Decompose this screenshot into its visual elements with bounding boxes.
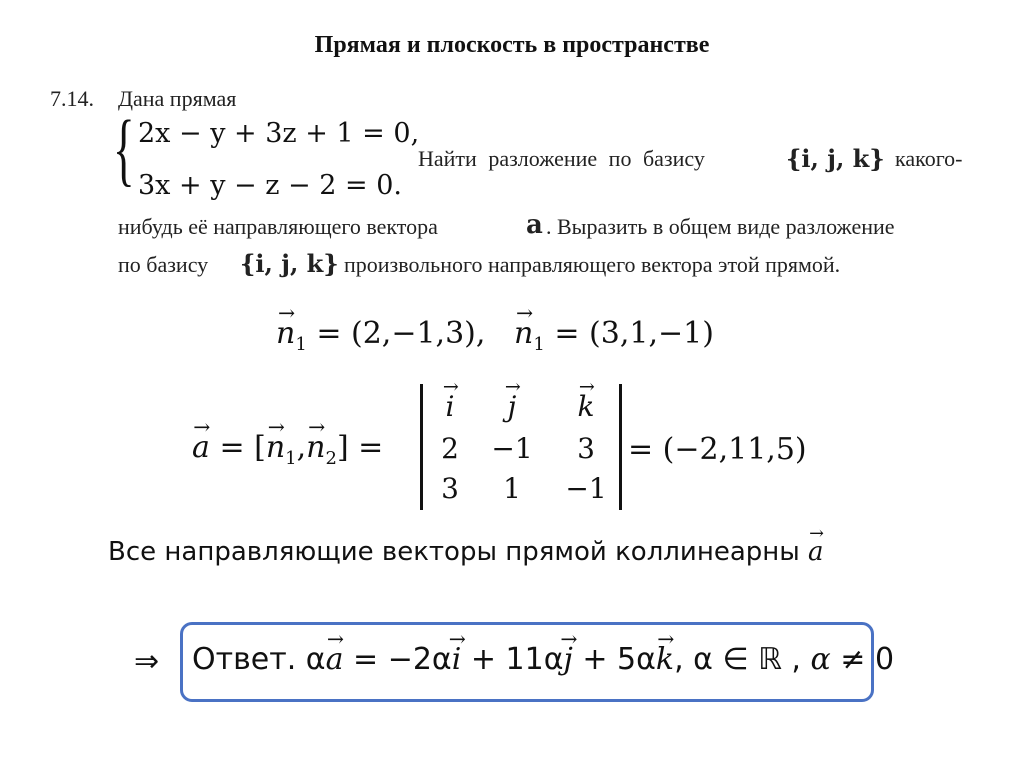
equation-1: 2x − y + 3z + 1 = 0, xyxy=(138,118,420,149)
conclusion-text: Все направляющие векторы прямой коллинеарны → a xyxy=(108,537,824,567)
answer-label: Ответ. xyxy=(192,642,297,677)
matrix-cell: 3 xyxy=(577,432,595,465)
task-line-2a: нибудь её направляющего вектора xyxy=(118,214,438,239)
normals-line: → $n_1 = (2,-1,3)$, → $n_1 = (3,1,-1)$ xyxy=(276,316,714,355)
a-vector: → a xyxy=(326,642,344,677)
matrix-cell: −1 xyxy=(491,432,533,465)
matrix-cell: −1 xyxy=(565,472,607,505)
vector-a-bold: a xyxy=(526,210,543,240)
n2-vector: → n xyxy=(514,316,533,351)
k-vector: → k xyxy=(656,642,674,677)
task-line-3b: произвольного направляющего вектора этой прямой. xyxy=(344,252,841,277)
matrix-cell: 2 xyxy=(441,432,459,465)
a-vector: → a xyxy=(808,537,824,567)
equation-2: 3x + y − z − 2 = 0. xyxy=(138,170,402,201)
determinant-matrix xyxy=(420,384,622,510)
matrix-cell-i: → i xyxy=(446,390,455,423)
n1-value: = (2,−1,3), xyxy=(316,316,486,351)
j-vector: → j xyxy=(563,642,572,677)
task-line-3a: по базису xyxy=(118,252,209,277)
task-text-1: Найти разложение по базису xyxy=(418,146,705,171)
i-vector: → i xyxy=(452,642,462,677)
matrix-cell-j: → j xyxy=(508,390,517,423)
matrix-cell: 3 xyxy=(441,472,459,505)
n2-vector: → n xyxy=(306,430,325,465)
task-line-2b: . Выразить в общем виде разложение xyxy=(546,214,895,239)
task-text-2: какого- xyxy=(895,146,963,171)
basis-2: {i, j, k} xyxy=(240,249,339,278)
problem-intro: Дана прямая xyxy=(118,86,237,111)
implies-arrow: ⇒ xyxy=(134,644,160,679)
answer-condition: ≠ 0 xyxy=(830,642,895,677)
n1-vector: → n xyxy=(266,430,285,465)
matrix-cell-k: → k xyxy=(578,390,595,423)
n2-value: = (3,1,−1) xyxy=(554,316,714,351)
problem-number: 7.14. xyxy=(50,86,94,111)
page-title: Прямая и плоскость в пространстве xyxy=(314,32,710,58)
cross-product-result: = (−2,11,5) xyxy=(628,432,807,467)
system-brace: { xyxy=(113,103,135,194)
n1-vector: → n xyxy=(276,316,295,351)
answer-expression: Ответ. α→ a = −2α→ i + 11α→ j + 5α→ k, α ∈ ℝ , α ≠ 0 xyxy=(192,642,894,677)
answer-domain: , α ∈ ℝ , xyxy=(674,642,811,677)
cross-product-lhs: → a = [→ $n_1,\to n_2$] = xyxy=(192,430,383,469)
matrix-cell: 1 xyxy=(503,472,521,505)
basis-1: {i, j, k} xyxy=(786,144,885,173)
a-vector: → a xyxy=(192,430,210,465)
